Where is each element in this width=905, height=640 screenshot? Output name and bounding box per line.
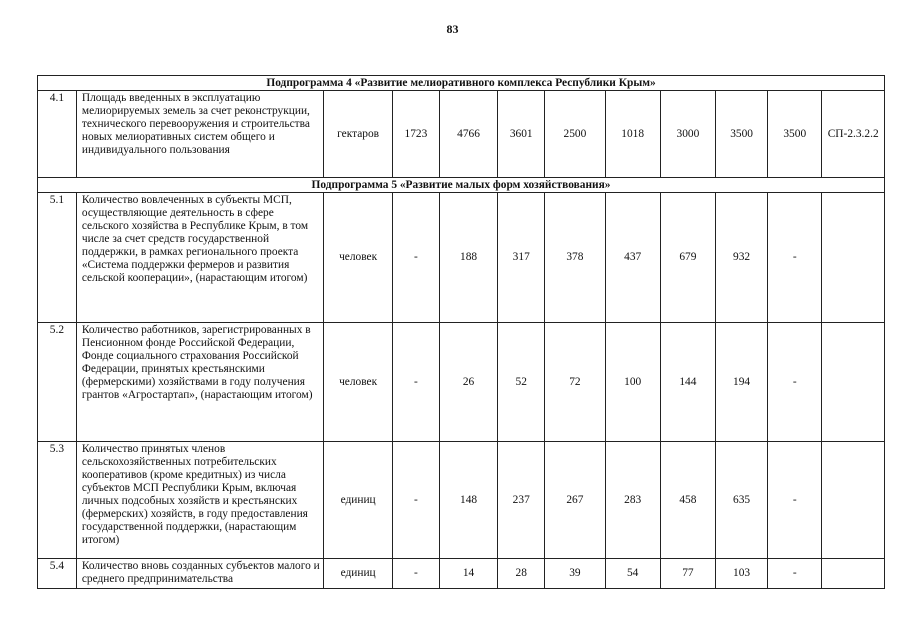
indicator-description: Количество принятых членов сельскохозяйственных потребительских кооперативов (кроме кредитных) из числа субъектов МСП Республики Крым, включая личных подсобных хозяйств и крестьянских (фермерских) хозяйств, в году предоставления государственной поддержки, (нарастающим итогом) (76, 442, 324, 559)
value-cell: 458 (660, 442, 715, 559)
unit-cell: человек (324, 323, 393, 442)
reference-cell (822, 193, 885, 323)
unit-cell: гектаров (324, 91, 393, 178)
value-cell: 1723 (392, 91, 439, 178)
indicator-description: Количество вовлеченных в субъекты МСП, осуществляющие деятельность в сфере сельского хозяйства в Республике Крым, в том числе за счет средств государственной поддержки, в рамках регионального проекта «Система поддержки фермеров и развития сельской кооперации», (нарастающим итогом) (76, 193, 324, 323)
section-header-row (38, 178, 885, 193)
value-cell: 52 (498, 323, 545, 442)
reference-cell: СП-2.3.2.2 (822, 91, 885, 178)
value-cell: 437 (605, 193, 660, 323)
value-cell: - (768, 323, 822, 442)
value-cell: 1018 (605, 91, 660, 178)
row-number: 5.2 (38, 323, 77, 442)
value-cell: - (392, 193, 439, 323)
value-cell: 39 (545, 559, 605, 589)
table-row (38, 442, 885, 559)
value-cell: 2500 (545, 91, 605, 178)
unit-cell: единиц (324, 442, 393, 559)
value-cell: - (768, 442, 822, 559)
value-cell: - (768, 193, 822, 323)
indicator-description: Количество вновь созданных субъектов малого и среднего предпринимательства (76, 559, 324, 589)
value-cell: 3000 (660, 91, 715, 178)
value-cell: 635 (716, 442, 768, 559)
value-cell: 103 (716, 559, 768, 589)
indicator-description: Площадь введенных в эксплуатацию мелиорируемых земель за счет реконструкции, технического перевооружения и строительства новых мелиоративных систем общего и индивидуального пользования (76, 91, 324, 178)
value-cell: 194 (716, 323, 768, 442)
value-cell: 54 (605, 559, 660, 589)
value-cell: 72 (545, 323, 605, 442)
value-cell: 26 (439, 323, 497, 442)
value-cell: 237 (498, 442, 545, 559)
value-cell: 77 (660, 559, 715, 589)
value-cell: 679 (660, 193, 715, 323)
row-number: 5.3 (38, 442, 77, 559)
page-number: 83 (446, 22, 459, 36)
value-cell: 267 (545, 442, 605, 559)
value-cell: 28 (498, 559, 545, 589)
value-cell: 3500 (716, 91, 768, 178)
reference-cell (822, 559, 885, 589)
section-title: Подпрограмма 5 «Развитие малых форм хозяйствования» (38, 178, 885, 193)
value-cell: 932 (716, 193, 768, 323)
unit-cell: единиц (324, 559, 393, 589)
table-row (38, 323, 885, 442)
reference-cell (822, 442, 885, 559)
section-title: Подпрограмма 4 «Развитие мелиоративного комплекса Республики Крым» (38, 76, 885, 91)
row-number: 5.4 (38, 559, 77, 589)
value-cell: 317 (498, 193, 545, 323)
table-row (38, 193, 885, 323)
value-cell: 14 (439, 559, 497, 589)
value-cell: 283 (605, 442, 660, 559)
value-cell: - (392, 442, 439, 559)
value-cell: 3601 (498, 91, 545, 178)
value-cell: 378 (545, 193, 605, 323)
value-cell: 148 (439, 442, 497, 559)
section-header-row (38, 76, 885, 91)
value-cell: - (392, 323, 439, 442)
table-row (38, 559, 885, 589)
indicators-table (37, 75, 885, 589)
value-cell: - (768, 559, 822, 589)
value-cell: 3500 (768, 91, 822, 178)
indicator-description: Количество работников, зарегистрированных в Пенсионном фонде Российской Федерации, Фонде социального страхования Российской Федерации, принятых крестьянскими (фермерскими) хозяйствами в году получения грантов «Агростартап», (нарастающим итогом) (76, 323, 324, 442)
row-number: 5.1 (38, 193, 77, 323)
value-cell: - (392, 559, 439, 589)
value-cell: 144 (660, 323, 715, 442)
unit-cell: человек (324, 193, 393, 323)
value-cell: 100 (605, 323, 660, 442)
reference-cell (822, 323, 885, 442)
value-cell: 4766 (439, 91, 497, 178)
value-cell: 188 (439, 193, 497, 323)
table-row (38, 91, 885, 178)
row-number: 4.1 (38, 91, 77, 178)
